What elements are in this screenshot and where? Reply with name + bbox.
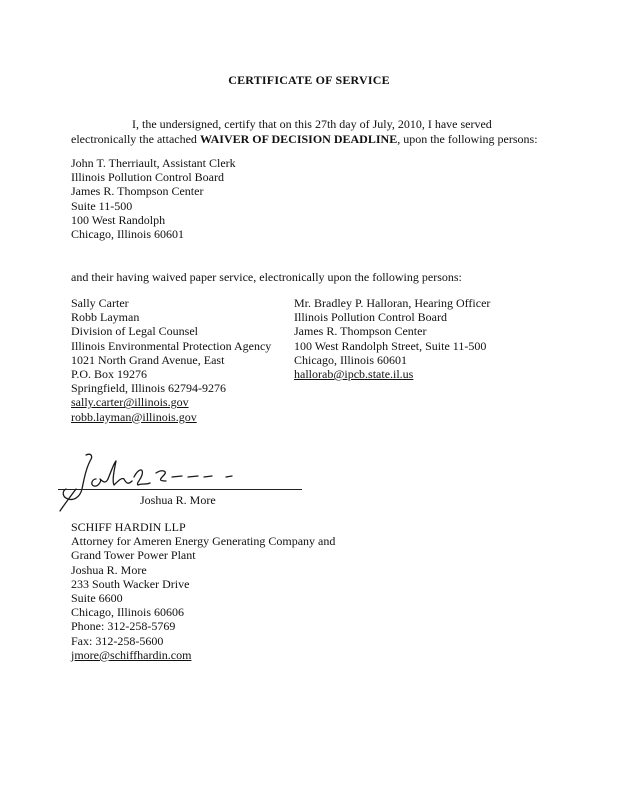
epa-address-block — [71, 296, 271, 424]
address-line: Division of Legal Counsel — [71, 324, 198, 339]
document-name: WAIVER OF DECISION DEADLINE — [199, 132, 398, 146]
clerk-address-block — [71, 156, 236, 241]
address-line: P.O. Box 19276 — [71, 367, 148, 382]
email-link-sally[interactable]: sally.carter@illinois.gov — [71, 395, 189, 410]
address-line: 233 South Wacker Drive — [71, 576, 190, 591]
address-line: 100 West Randolph Street, Suite 11-500 — [294, 338, 487, 353]
address-line: Suite 11-500 — [71, 198, 133, 213]
address-line: Suite 6600 — [71, 591, 123, 606]
address-line: Chicago, Illinois 60606 — [71, 605, 184, 620]
hearing-officer-address-block — [294, 296, 490, 381]
address-line: John T. Therriault, Assistant Clerk — [71, 156, 236, 170]
address-line: 100 West Randolph — [71, 212, 166, 227]
address-line: James R. Thompson Center — [294, 324, 427, 339]
fax-number: Fax: 312-258-5600 — [71, 633, 164, 648]
address-line: Illinois Environmental Protection Agency — [71, 338, 272, 353]
address-line: Illinois Pollution Control Board — [71, 170, 225, 185]
sender-address-block — [71, 520, 335, 662]
phone-number: Phone: 312-258-5769 — [71, 619, 176, 634]
address-line: James R. Thompson Center — [71, 184, 204, 199]
document-title: CERTIFICATE OF SERVICE — [228, 73, 390, 87]
certification-paragraph — [71, 117, 551, 147]
address-line: Springfield, Illinois 62794-9276 — [71, 381, 226, 396]
firm-name: SCHIFF HARDIN LLP — [71, 520, 186, 534]
address-line: Chicago, Illinois 60601 — [71, 227, 184, 242]
intro-text-2: , upon the following persons: — [397, 132, 538, 146]
address-line: Attorney for Ameren Energy Generating Company and — [71, 534, 336, 549]
address-line: Robb Layman — [71, 310, 140, 325]
signatory-name: Joshua R. More — [140, 493, 216, 507]
address-line: Mr. Bradley P. Halloran, Hearing Officer — [294, 296, 491, 310]
waiver-sentence: and their having waived paper service, electronically upon the following persons: — [71, 270, 462, 284]
address-line: Sally Carter — [71, 296, 129, 310]
address-line: Chicago, Illinois 60601 — [294, 352, 407, 367]
address-line: Joshua R. More — [71, 562, 147, 577]
address-line: Illinois Pollution Control Board — [294, 310, 448, 325]
email-link-halloran[interactable]: hallorab@ipcb.state.il.us — [294, 367, 414, 382]
email-link-more[interactable]: jmore@schiffhardin.com — [71, 647, 192, 662]
address-line: Grand Tower Power Plant — [71, 548, 196, 563]
address-line: 1021 North Grand Avenue, East — [71, 352, 225, 367]
email-link-robb[interactable]: robb.layman@illinois.gov — [71, 409, 197, 424]
signature-line — [58, 489, 302, 490]
intro-text-1: I, the undersigned, certify that on this 27th day of July, 2010, I have served electronically the attached — [71, 117, 492, 146]
